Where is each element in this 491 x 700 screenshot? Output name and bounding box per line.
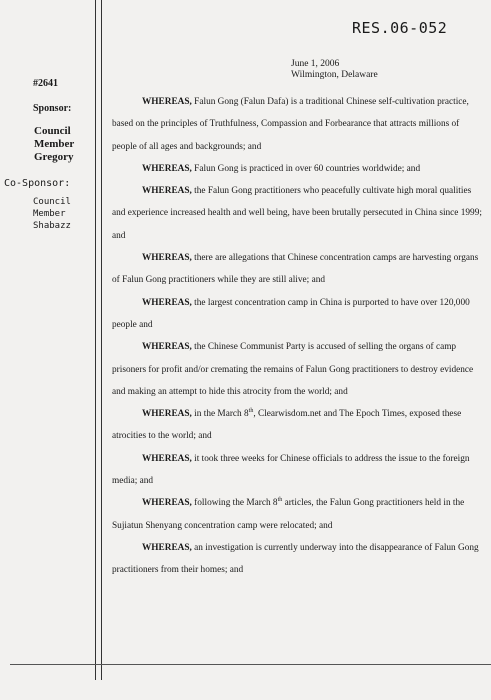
resolution-id: #2641	[33, 78, 58, 89]
margin-rule-left	[95, 0, 96, 680]
whereas-paragraph	[112, 91, 484, 158]
paragraph-text: , Clearwisdom.net and The Epoch Times, exposed these atrocities to the world; and	[112, 409, 462, 442]
paragraph-text: the Falun Gong practitioners who peacefully cultivate high moral qualities and experience increased health and well being, have been brutally persecuted in China since 1999; and	[112, 186, 482, 241]
paragraph-text: an investigation is currently underway into the disappearance of Falun Gong practitioners from their homes; and	[112, 542, 479, 576]
document-date: June 1, 2006	[291, 59, 340, 69]
paragraph-text: in the March 8	[191, 409, 249, 420]
whereas-lead: WHEREAS,	[142, 453, 192, 464]
resolution-number-stamp: RES.06-052	[352, 19, 448, 37]
whereas-paragraph	[112, 247, 484, 292]
paragraph-text: Falun Gong (Falun Dafa) is a traditional Chinese self-cultivation practice, based on the principles of Truthfulness, Compassion and Forbearance that attracts millions of people of all ages and backgrounds; and	[112, 97, 469, 152]
whereas-lead: WHEREAS,	[142, 186, 192, 197]
cosponsor-label: Co-Sponsor:	[4, 178, 71, 189]
whereas-lead: WHEREAS,	[142, 253, 192, 264]
cosponsor-name: Council Member Shabazz	[33, 197, 71, 231]
whereas-lead: WHEREAS,	[142, 409, 192, 420]
paragraph-text: Falun Gong is practiced in over 60 countries worldwide; and	[191, 163, 421, 174]
date-block	[291, 59, 378, 81]
whereas-lead: WHEREAS,	[142, 342, 192, 353]
whereas-lead: WHEREAS,	[142, 542, 192, 553]
whereas-paragraph	[112, 492, 484, 537]
whereas-paragraph	[112, 537, 484, 582]
sponsor-name: Council Member Gregory	[34, 125, 75, 163]
paragraph-text: there are allegations that Chinese concentration camps are harvesting organs of Falun Gong practitioners while they are still alive; and	[112, 253, 479, 286]
ordinal-suffix: th	[248, 408, 254, 415]
resolution-body	[112, 91, 484, 582]
ordinal-suffix: th	[277, 497, 283, 504]
document-place: Wilmington, Delaware	[291, 70, 378, 80]
whereas-paragraph	[112, 158, 484, 180]
sponsor-label: Sponsor:	[33, 103, 72, 114]
whereas-lead: WHEREAS,	[142, 97, 192, 107]
whereas-paragraph	[112, 180, 484, 247]
whereas-paragraph	[112, 336, 484, 403]
whereas-paragraph	[112, 292, 484, 337]
whereas-paragraph	[112, 448, 484, 493]
whereas-lead: WHEREAS,	[142, 163, 192, 174]
paragraph-text: articles, the Falun Gong practitioners held in the Sujiatun Shenyang concentration camp were relocated; and	[112, 498, 465, 531]
whereas-lead: WHEREAS,	[142, 498, 192, 509]
bottom-rule	[10, 664, 491, 665]
whereas-lead: WHEREAS,	[142, 297, 192, 308]
paragraph-text: the largest concentration camp in China is purported to have over 120,000 people and	[112, 297, 470, 330]
paragraph-text: the Chinese Communist Party is accused of selling the organs of camp prisoners for profit and/or cremating the remains of Falun Gong practitioners to destroy evidence and making an attempt to hide this atrocity from the world; and	[112, 342, 474, 397]
paragraph-text: it took three weeks for Chinese officials to address the issue to the foreign media; and	[112, 453, 470, 487]
whereas-paragraph	[112, 403, 484, 448]
margin-rule-right	[101, 0, 102, 680]
paragraph-text: following the March 8	[191, 498, 278, 509]
